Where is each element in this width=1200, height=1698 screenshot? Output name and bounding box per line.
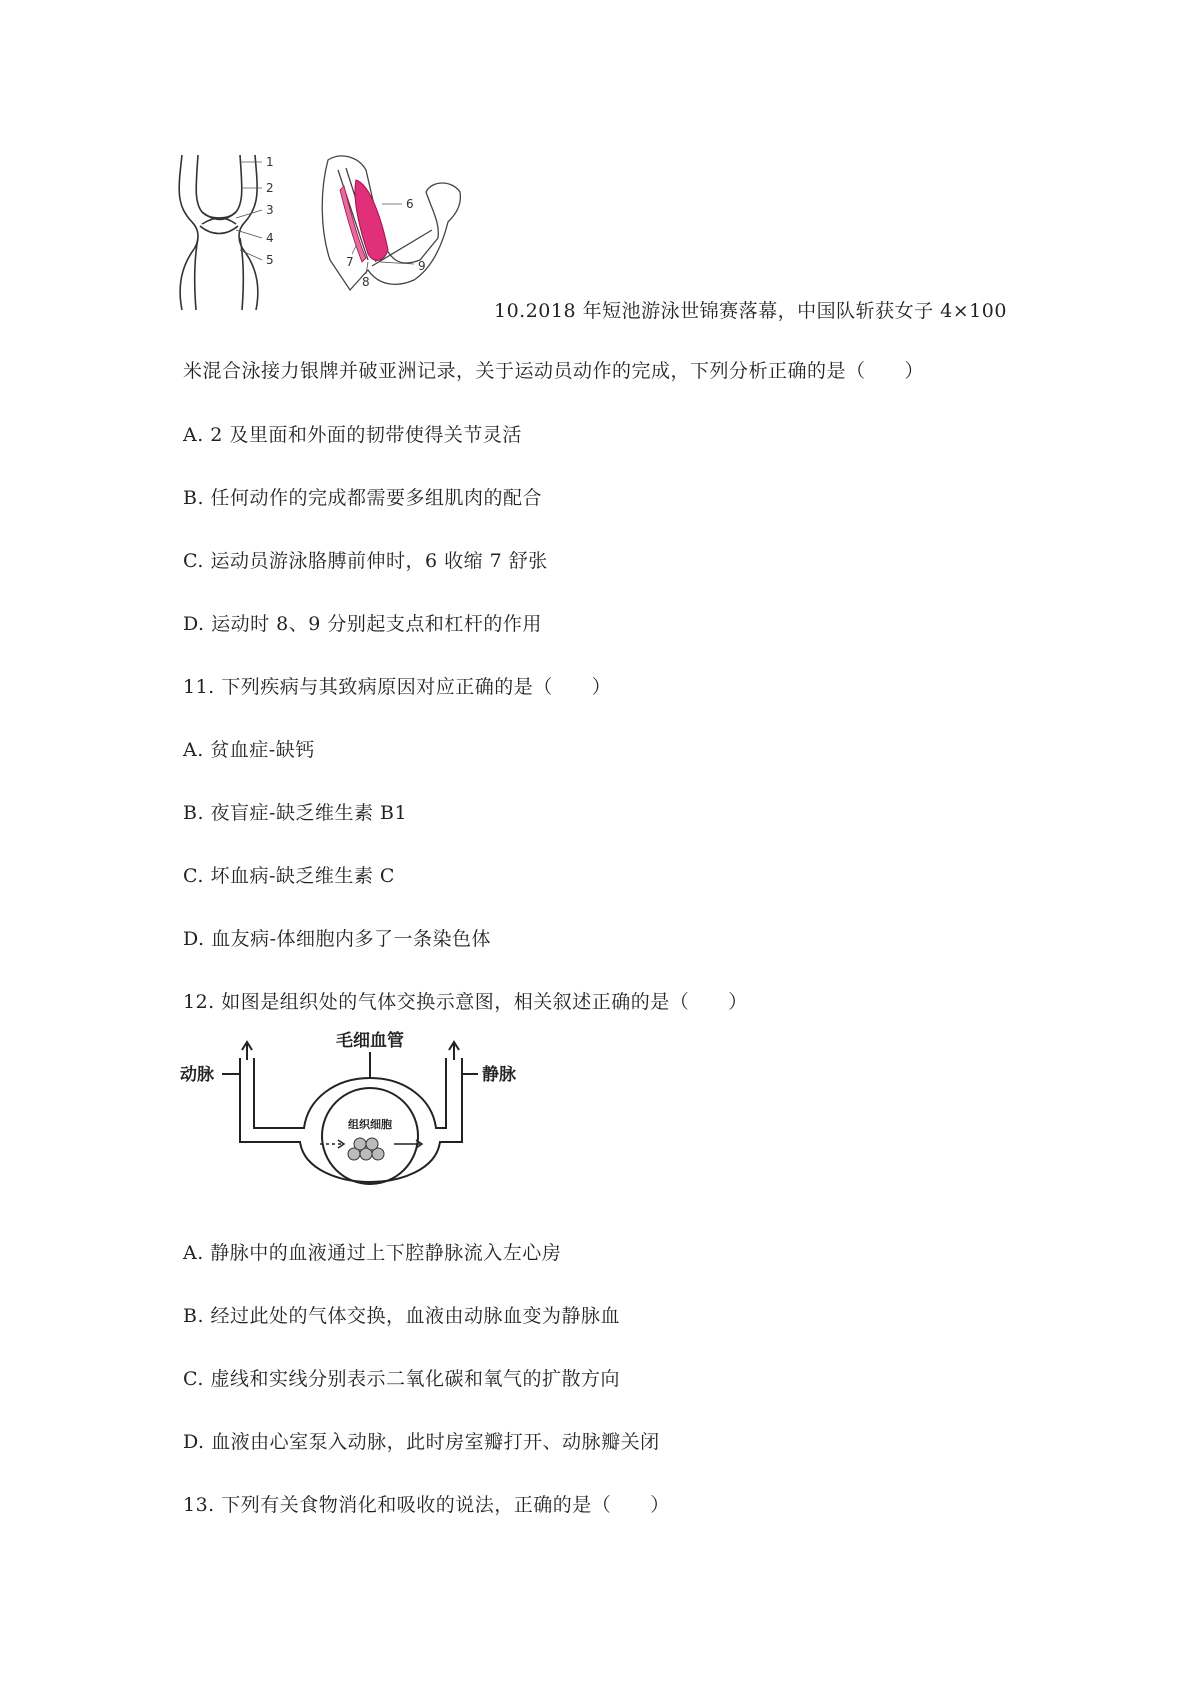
knee-leader-lines: [236, 162, 262, 260]
q12-option-c: C. 虚线和实线分别表示二氧化碳和氧气的扩散方向: [183, 1368, 620, 1390]
fig-number-5: 5: [266, 253, 274, 267]
gas-exchange-figure: [180, 1030, 580, 1190]
q11-option-d: D. 血友病-体细胞内多了一条染色体: [183, 928, 492, 950]
q11-stem: 11. 下列疾病与其致病原因对应正确的是（ ）: [183, 676, 612, 698]
q10-option-c: C. 运动员游泳胳膊前伸时，6 收缩 7 舒张: [183, 550, 548, 572]
q11-option-b: B. 夜盲症-缺乏维生素 B1: [183, 802, 408, 824]
fig-number-1: 1: [266, 155, 274, 169]
fig-number-2: 2: [266, 181, 274, 195]
artery-label: 动脉: [180, 1065, 214, 1085]
fig-number-8: 8: [362, 275, 370, 289]
q10-stem-part2: 米混合泳接力银牌并破亚洲记录，关于运动员动作的完成，下列分析正确的是（ ）: [183, 360, 925, 382]
capillary-label: 毛细血管: [336, 1031, 404, 1051]
q12-stem: 12. 如图是组织处的气体交换示意图，相关叙述正确的是（ ）: [183, 991, 748, 1013]
fig-number-4: 4: [266, 231, 274, 245]
q10-stem-part1: 10.2018 年短池游泳世锦赛落幕，中国队斩获女子 4×100: [494, 300, 1007, 322]
q10-option-d: D. 运动时 8、9 分别起支点和杠杆的作用: [183, 613, 542, 635]
q10-option-b: B. 任何动作的完成都需要多组肌肉的配合: [183, 487, 543, 509]
q10-option-a: A. 2 及里面和外面的韧带使得关节灵活: [183, 424, 522, 446]
knee-joint-diagram: [179, 155, 258, 310]
joint-arm-figure: [170, 150, 470, 310]
q12-option-b: B. 经过此处的气体交换，血液由动脉血变为静脉血: [183, 1305, 621, 1327]
fig-number-7: 7: [346, 255, 354, 269]
q11-option-a: A. 贫血症-缺钙: [183, 739, 315, 761]
vein-label: 静脉: [482, 1065, 516, 1085]
arm-diagram: [322, 156, 460, 290]
q11-option-c: C. 坏血病-缺乏维生素 C: [183, 865, 395, 887]
fig-number-6: 6: [406, 197, 414, 211]
tissue-cell-label: 组织细胞: [348, 1118, 392, 1131]
q13-stem: 13. 下列有关食物消化和吸收的说法，正确的是（ ）: [183, 1494, 670, 1516]
q12-option-d: D. 血液由心室泵入动脉，此时房室瓣打开、动脉瓣关闭: [183, 1431, 660, 1453]
fig-number-3: 3: [266, 203, 274, 217]
q12-option-a: A. 静脉中的血液通过上下腔静脉流入左心房: [183, 1242, 562, 1264]
fig-number-9: 9: [418, 259, 426, 273]
